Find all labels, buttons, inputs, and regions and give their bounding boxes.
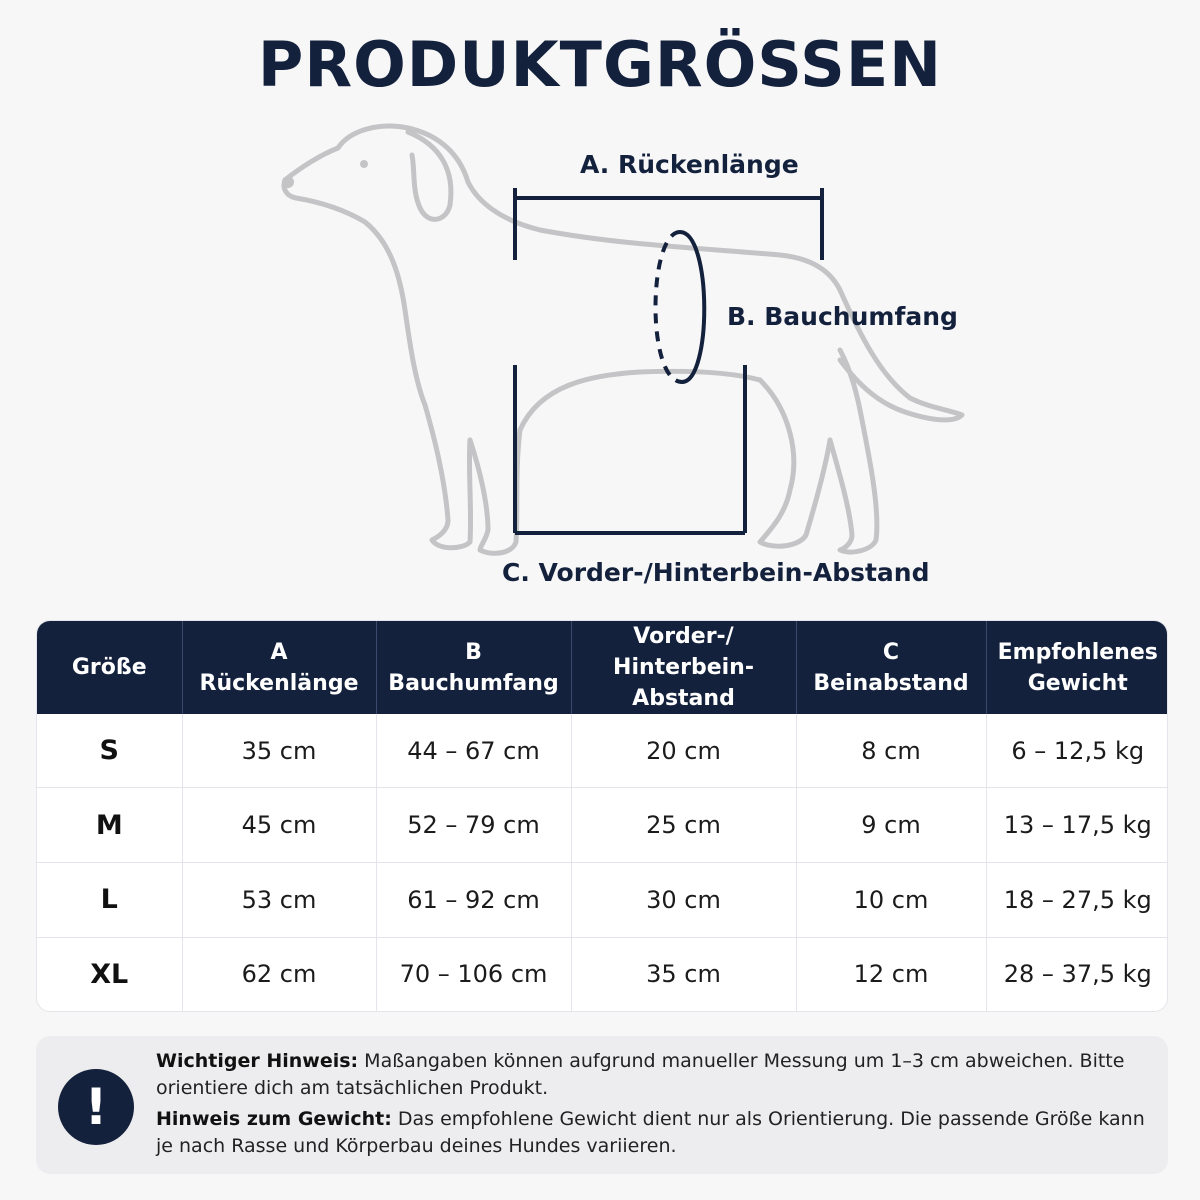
table-row xyxy=(37,714,1168,788)
table-row xyxy=(37,862,1168,937)
back-length-label: A. Rückenlänge xyxy=(580,150,799,179)
table-cell: 30 cm xyxy=(571,862,796,937)
table-cell: 6 – 12,5 kg xyxy=(1011,736,1145,765)
table-cell: 44 – 67 cm xyxy=(376,714,571,788)
table-cell: 35 cm xyxy=(571,937,796,1011)
belly-girth-ellipse xyxy=(656,232,705,382)
size-table xyxy=(36,620,1168,1012)
table-cell: 52 – 79 cm xyxy=(376,788,571,863)
table-cell: 18 – 27,5 kg xyxy=(986,862,1168,937)
exclamation-icon: ! xyxy=(58,1069,134,1145)
table-cell: 9 cm xyxy=(796,788,986,863)
table-cell: 62 cm xyxy=(182,937,376,1011)
table-cell: 70 – 106 cm xyxy=(376,937,571,1011)
table-cell: 61 – 92 cm xyxy=(376,862,571,937)
table-header-row xyxy=(37,621,1168,714)
table-cell: 12 cm xyxy=(796,937,986,1011)
table-row xyxy=(37,937,1168,1011)
back-length-bracket xyxy=(515,188,822,260)
leg-distance-bracket xyxy=(515,365,745,533)
table-cell: 8 cm xyxy=(796,714,986,788)
dog-measurement-diagram xyxy=(0,110,1200,600)
notice-box xyxy=(36,1036,1168,1174)
table-cell: 20 cm xyxy=(571,714,796,788)
notice-important: Wichtiger Hinweis: Maßangaben können aufgrund manueller Messung um 1–3 cm abweichen. Bitte orientiere dich am tatsächlichen Produkt. xyxy=(156,1050,1125,1099)
notice-weight: Hinweis zum Gewicht: Das empfohlene Gewicht dient nur als Orientierung. Die passende Größe kann je nach Rasse und Körperbau deines Hundes variieren. xyxy=(156,1108,1145,1157)
table-cell: 53 cm xyxy=(182,862,376,937)
leg-distance-label: C. Vorder-/Hinterbein-Abstand xyxy=(502,558,930,587)
notice-text xyxy=(156,1048,1146,1164)
header-front-hind-distance: Vorder-/ Hinterbein-Abstand xyxy=(571,621,796,714)
size-cell: S xyxy=(37,714,182,788)
table-row xyxy=(37,788,1168,863)
header-back-length: A Rückenlänge xyxy=(182,621,376,714)
table-cell: 13 – 17,5 kg xyxy=(986,788,1168,863)
dog-outline-icon xyxy=(282,126,962,553)
size-cell: M xyxy=(37,788,182,863)
header-recommended-weight: Empfohlenes Gewicht xyxy=(997,639,1158,696)
size-cell: L xyxy=(37,862,182,937)
header-belly-girth: B Bauchumfang xyxy=(376,621,571,714)
belly-girth-label: B. Bauchumfang xyxy=(727,302,958,331)
size-cell: XL xyxy=(37,937,182,1011)
dog-illustration xyxy=(0,110,1200,600)
page-title: PRODUKTGRÖSSEN xyxy=(257,28,943,101)
table-cell: 45 cm xyxy=(182,788,376,863)
table-cell: 10 cm xyxy=(796,862,986,937)
table-cell: 25 cm xyxy=(571,788,796,863)
table-cell: 28 – 37,5 kg xyxy=(986,937,1168,1011)
header-size: Größe xyxy=(37,621,182,714)
header-leg-distance: C Beinabstand xyxy=(796,621,986,714)
table-cell: 35 cm xyxy=(182,714,376,788)
